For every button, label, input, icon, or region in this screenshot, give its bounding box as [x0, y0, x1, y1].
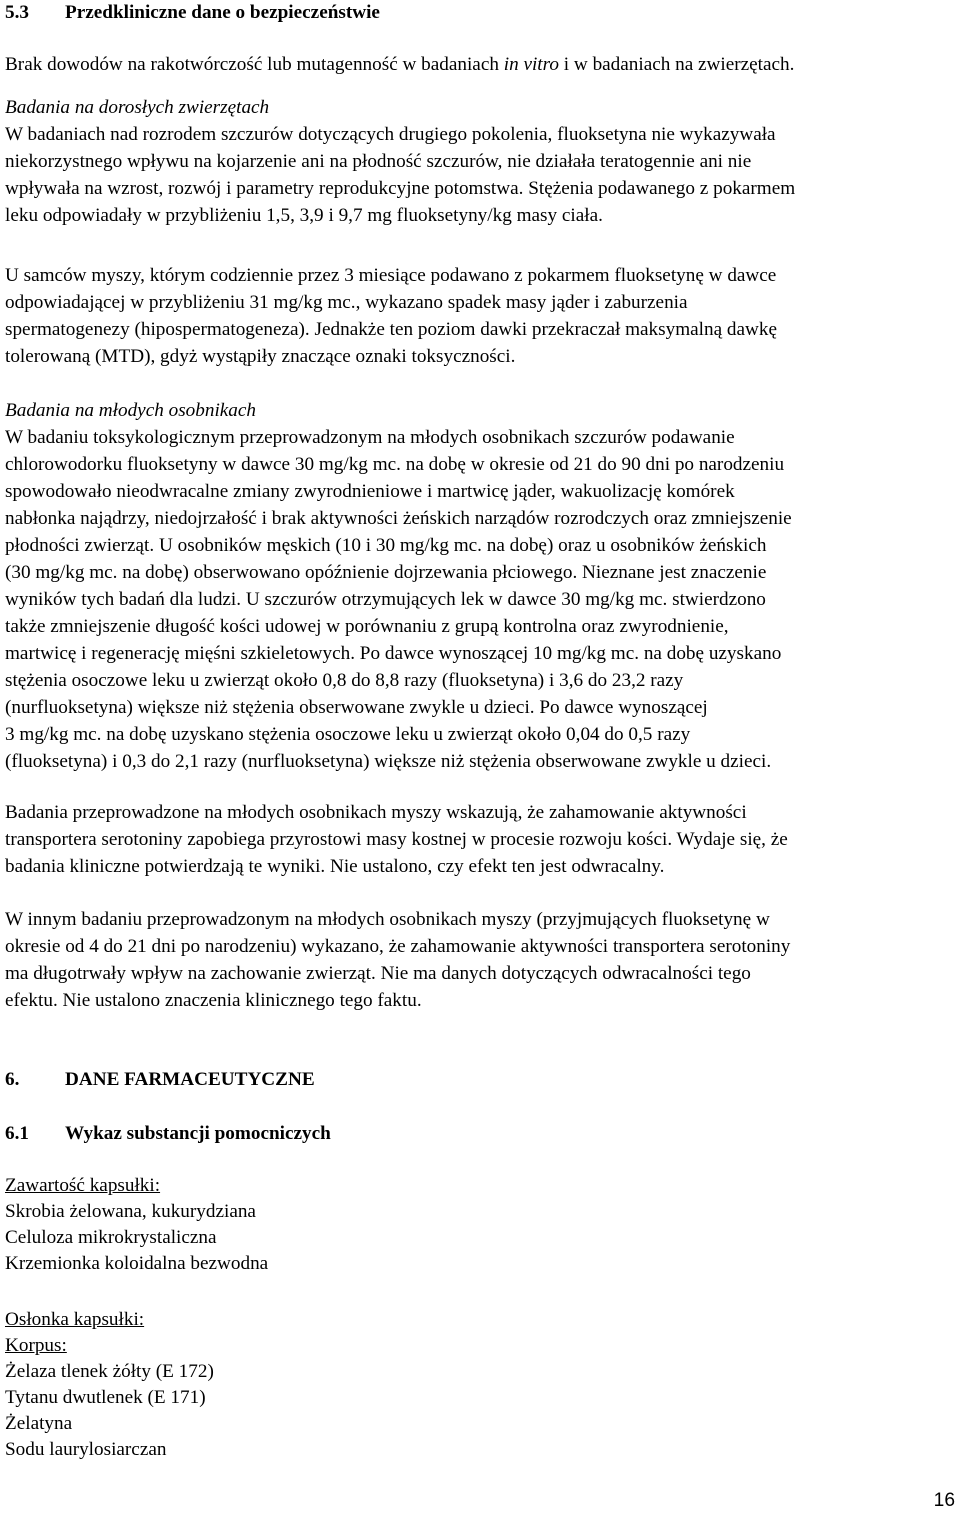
juvenile-line-11: (nurfluoksetyna) większe niż stężenia obserwowane zwykle u dzieci. Po dawce wynoszącej — [5, 697, 708, 718]
mice-young2-line-1: W innym badaniu przeprowadzonym na młodych osobnikach myszy (przyjmujących fluoksetynę w — [5, 909, 770, 930]
section-5-3-heading — [5, 0, 380, 26]
juvenile-heading: Badania na młodych osobnikach — [5, 400, 256, 421]
capsule-body-subheading: Korpus: — [5, 1335, 67, 1356]
mice-males-line-1: U samców myszy, którym codziennie przez 3 miesiące podawano z pokarmem fluoksetynę w dawce — [5, 265, 777, 286]
juvenile-line-12: 3 mg/kg mc. na dobę uzyskano stężenia osoczowe leku u zwierząt około 0,04 do 0,5 razy — [5, 724, 691, 745]
capsule-shell-item: Żelaza tlenek żółty (E 172) — [5, 1361, 214, 1382]
mice-males-line-4: tolerowaną (MTD), gdyż wystąpiły znaczące oznaki toksyczności. — [5, 346, 516, 367]
capsule-shell-item: Sodu laurylosiarczan — [5, 1439, 167, 1460]
adult-line-3: wpływała na wzrost, rozwój i parametry reprodukcyjne potomstwa. Stężenia podawanego z pokarmem — [5, 178, 796, 199]
section-6-heading — [5, 1066, 315, 1093]
section-number: 6.1 — [5, 1123, 29, 1144]
adult-animals-heading: Badania na dorosłych zwierzętach — [5, 97, 270, 118]
intro-italic: in vitro — [503, 54, 559, 75]
section-6-1-heading — [5, 1120, 331, 1147]
mice-males-line-2: odpowiadającej w przybliżeniu 31 mg/kg mc., wykazano spadek masy jąder i zaburzenia — [5, 292, 688, 313]
mice-young2-line-4: efektu. Nie ustalono znaczenia klinicznego tego faktu. — [5, 990, 422, 1011]
mice-young2-line-3: ma długotrwały wpływ na zachowanie zwierząt. Nie ma danych dotyczących odwracalności tego — [5, 963, 751, 984]
section-title: Przedkliniczne dane o bezpieczeństwie — [65, 2, 380, 23]
adult-line-2: niekorzystnego wpływu na kojarzenie ani na płodność szczurów, nie działała teratogennie ani nie — [5, 151, 752, 172]
juvenile-line-6: (30 mg/kg mc. na dobę) obserwowano opóźnienie dojrzewania płciowego. Nieznane jest znaczenie — [5, 562, 767, 583]
mice-young1-line-3: badania kliniczne potwierdzają te wyniki. Nie ustalono, czy efekt ten jest odwracalny. — [5, 856, 665, 877]
adult-line-1: W badaniach nad rozrodem szczurów dotyczących drugiego pokolenia, fluoksetyna nie wykazywała — [5, 124, 776, 145]
capsule-shell-heading: Osłonka kapsułki: — [5, 1309, 145, 1330]
juvenile-line-2: chlorowodorku fluoksetyny w dawce 30 mg/kg mc. na dobę w okresie od 21 do 90 dni po narodzeniu — [5, 454, 785, 475]
capsule-shell-item: Żelatyna — [5, 1413, 73, 1434]
capsule-content-item: Celuloza mikrokrystaliczna — [5, 1227, 217, 1248]
capsule-content-heading: Zawartość kapsułki: — [5, 1175, 161, 1196]
intro-text-end: i w badaniach na zwierzętach. — [558, 54, 795, 75]
intro-paragraph — [5, 51, 794, 78]
juvenile-line-10: stężenia osoczowe leku u zwierząt około 0,8 do 8,8 razy (fluoksetyna) i 3,6 do 23,2 razy — [5, 670, 684, 691]
juvenile-line-5: płodności zwierząt. U osobników męskich (10 i 30 mg/kg mc. na dobę) oraz u osobników żeńskich — [5, 535, 767, 556]
capsule-content-item: Skrobia żelowana, kukurydziana — [5, 1201, 256, 1222]
juvenile-line-9: martwicę i regenerację mięśni szkieletowych. Po dawce wynoszącej 10 mg/kg mc. na dobę uzyskano — [5, 643, 782, 664]
juvenile-line-1: W badaniu toksykologicznym przeprowadzonym na młodych osobnikach szczurów podawanie — [5, 427, 735, 448]
capsule-shell-item: Tytanu dwutlenek (E 171) — [5, 1387, 206, 1408]
section-number: 5.3 — [5, 2, 29, 23]
juvenile-line-3: spowodowało nieodwracalne zmiany zwyrodnieniowe i martwicę jąder, wakuolizację komórek — [5, 481, 735, 502]
mice-young1-line-2: transportera serotoniny zapobiega przyrostowi masy kostnej w procesie rozwoju kości. Wydaje się, że — [5, 829, 788, 850]
juvenile-line-4: nabłonka najądrzy, niedojrzałość i brak aktywności żeńskich narządów rozrodczych oraz zmniejszenie — [5, 508, 792, 529]
section-number: 6. — [5, 1069, 20, 1090]
capsule-content-item: Krzemionka koloidalna bezwodna — [5, 1253, 269, 1274]
intro-text: Brak dowodów na rakotwórczość lub mutagenność w badaniach — [5, 54, 504, 75]
juvenile-line-13: (fluoksetyna) i 0,3 do 2,1 razy (nurfluoksetyna) większe niż stężenia obserwowane zwykle u dzieci. — [5, 751, 772, 772]
juvenile-line-7: wyników tych badań dla ludzi. U szczurów otrzymujących lek w dawce 30 mg/kg mc. stwierdzono — [5, 589, 766, 610]
mice-young1-line-1: Badania przeprowadzone na młodych osobnikach myszy wskazują, że zahamowanie aktywności — [5, 802, 747, 823]
mice-young2-line-2: okresie od 4 do 21 dni po narodzeniu) wykazano, że zahamowanie aktywności transportera serotoniny — [5, 936, 791, 957]
section-title: Wykaz substancji pomocniczych — [65, 1123, 331, 1144]
mice-males-line-3: spermatogenezy (hipospermatogeneza). Jednakże ten poziom dawki przekraczał maksymalną dawkę — [5, 319, 777, 340]
section-title: DANE FARMACEUTYCZNE — [65, 1069, 315, 1090]
page-number: 16 — [933, 1490, 955, 1511]
juvenile-line-8: także zmniejszenie długość kości udowej w porównaniu z grupą kontrolna oraz zwyrodnienie, — [5, 616, 729, 637]
adult-line-4: leku odpowiadały w przybliżeniu 1,5, 3,9 i 9,7 mg fluoksetyny/kg masy ciała. — [5, 205, 603, 226]
